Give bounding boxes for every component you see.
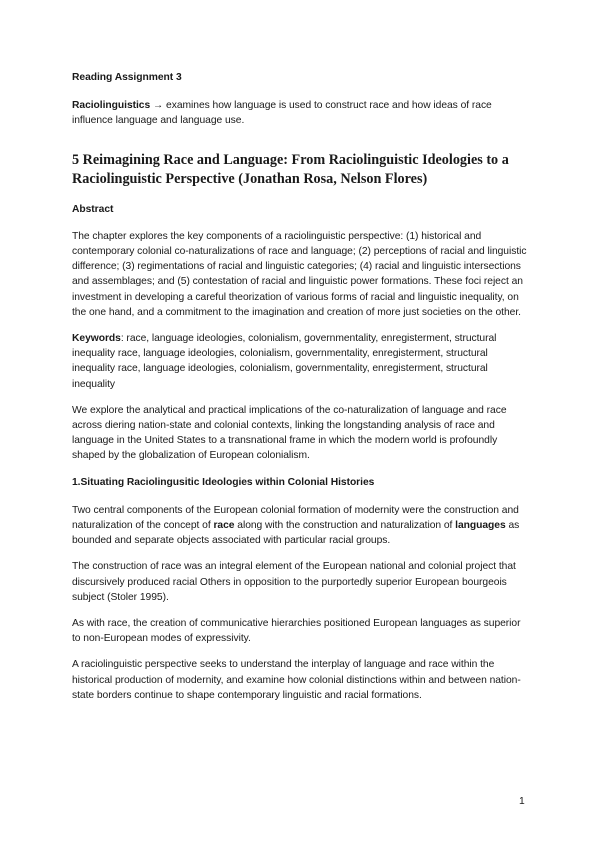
race-term: race [213, 520, 235, 532]
arrow-symbol: → [150, 100, 167, 112]
document-page [72, 70, 528, 714]
abstract-paragraph: The chapter explores the key components of a raciolinguistic perspective: (1) historical and contemporary colonial co-naturalizations of race and language; (2) perceptions of racial and linguistic difference; (3) regimentations of racial and linguistic categories; (4) racial and linguistic intersections and assemblages; and (5) contestation of racial and linguistic power formations. These foci reject an investment in developing a careful theorization of various forms of racial and linguistic inequality, on the one hand, and a commitment to the imagination and creation of more just societies on the other. [72, 230, 527, 318]
languages-term: languages [455, 520, 506, 532]
para1-text-a: Two central components of the European colonial formation of modernity were the construction and naturalization of the concept of [72, 504, 519, 532]
intro-text: examines how language is used to construct race and how ideas of race influence language and language use. [72, 100, 492, 127]
intro-definition [72, 98, 528, 128]
page-number: 1 [519, 796, 525, 807]
chapter-title: 5 Reimagining Race and Language: From Raciolinguistic Ideologies to a Raciolinguistic Perspective (Jonathan Rosa, Nelson Flores) [72, 151, 509, 187]
intro-term: Raciolinguistics [72, 100, 151, 112]
abstract-heading: Abstract [72, 203, 114, 215]
keywords-text: : race, language ideologies, colonialism, governmentality, enregisterment, structural inequality race, language ideologies, colonialism, governmentality, enregisterment, structural inequality race, language ideologies, colonialism, governmentality, enregisterment, structural inequality [72, 333, 497, 390]
body-paragraph-3: As with race, the creation of communicative hierarchies positioned European languages as superior to non-European modes of expressivity. [72, 618, 521, 645]
assignment-heading: Reading Assignment 3 [72, 72, 182, 83]
explore-paragraph: We explore the analytical and practical implications of the co-naturalization of language and race across diering nation-state and colonial contexts, linking the longstanding analysis of race and language in the United States to a transnational frame in which the modern world is profoundly shaped by the globalization of European colonialism. [72, 404, 507, 462]
body-paragraph-4: A raciolinguistic perspective seeks to understand the interplay of language and race within the historical production of modernity, and examine how colonial distinctions within and between nation-state borders continue to shape contemporary linguistic and racial formations. [72, 659, 521, 701]
body-paragraph-2: The construction of race was an integral element of the European national and colonial project that discursively produced racial Others in opposition to the purportedly superior European bourgeois subject (Stoler 1995). [72, 561, 516, 603]
para1-text-c: as bounded and separate objects associated with particular racial groups. [72, 520, 520, 547]
keywords-label: Keywords [72, 333, 121, 345]
body-paragraph-1 [72, 503, 528, 549]
para1-text-b: along with the construction and naturalization of [234, 520, 456, 532]
section-heading: 1.Situating Raciolingusitic Ideologies within Colonial Histories [72, 476, 375, 488]
keywords-paragraph [72, 331, 528, 392]
